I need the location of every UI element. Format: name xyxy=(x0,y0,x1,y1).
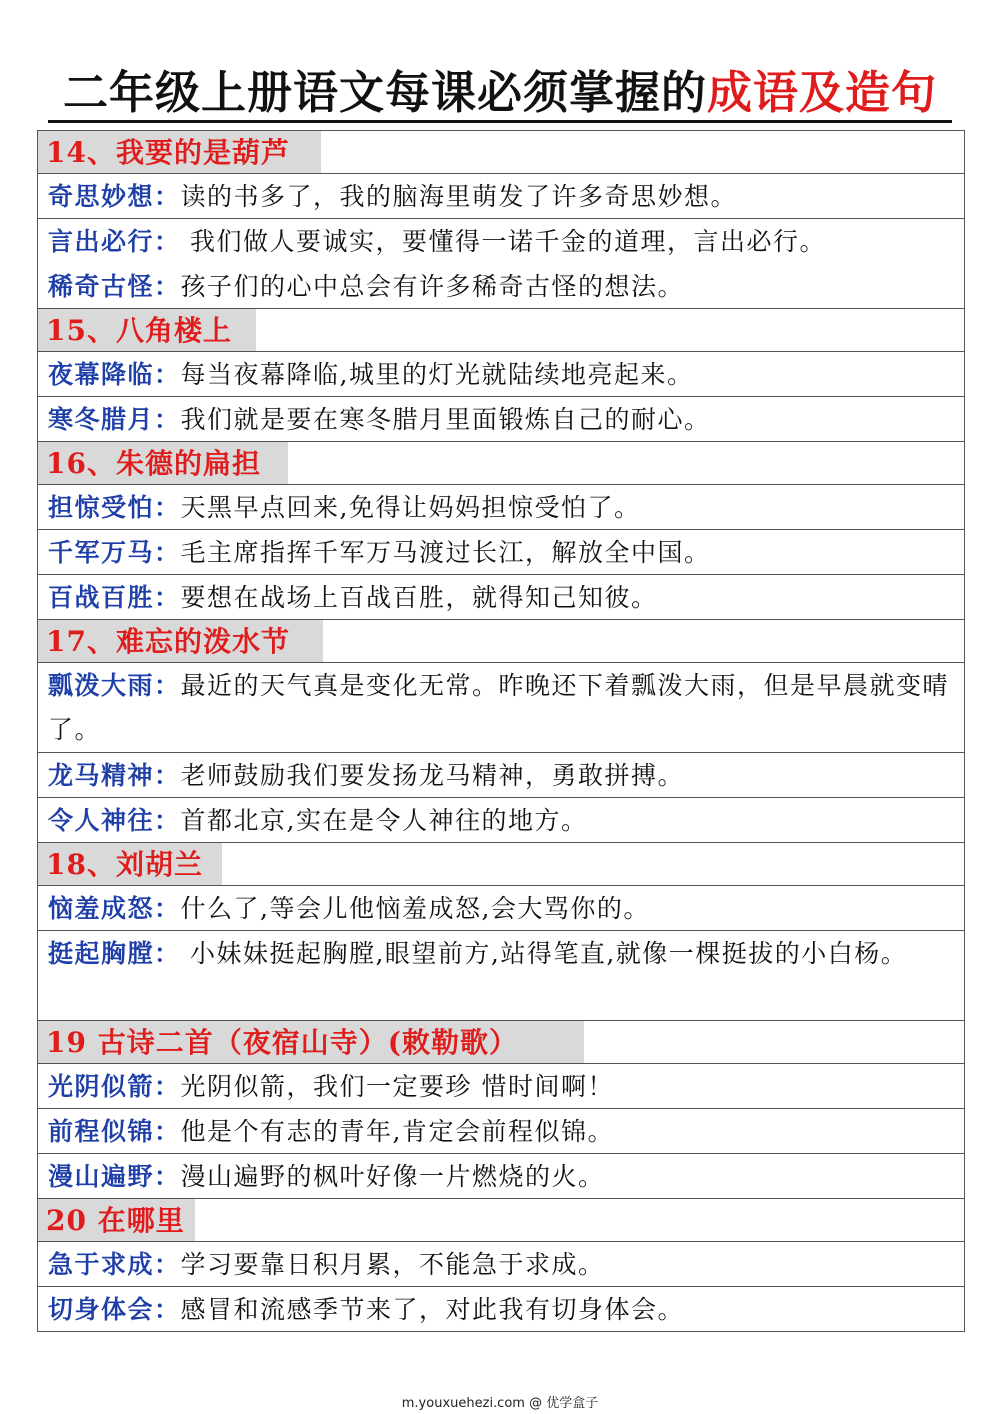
idiom-row xyxy=(38,1064,964,1109)
example-sentence: 什么了,等会儿他恼羞成怒,会大骂你的。 xyxy=(180,894,650,923)
lesson-heading-17 xyxy=(38,620,964,663)
example-sentence: 我们就是要在寒冬腊月里面锻炼自己的耐心。 xyxy=(180,405,711,434)
footer-watermark: m.youxuehezi.com @ 优学盒子 xyxy=(401,1396,599,1411)
lesson-heading-15 xyxy=(38,309,964,352)
example-sentence: 天黑早点回来,免得让妈妈担惊受怕了。 xyxy=(180,493,641,522)
idiom-term: 百战百胜： xyxy=(48,583,181,612)
idiom-term: 担惊受怕： xyxy=(48,493,181,522)
example-sentence: 最近的天气真是变化无常。昨晚还下着瓢泼大雨，但是早晨就变晴了。 xyxy=(48,671,950,744)
idiom-row xyxy=(38,352,964,397)
lesson-heading-18 xyxy=(38,843,964,886)
idiom-term: 前程似锦： xyxy=(48,1117,181,1146)
lesson-title: 19 古诗二首（夜宿山寺）(敕勒歌） xyxy=(46,1026,518,1059)
idiom-term: 令人神往： xyxy=(48,806,181,835)
example-sentence: 我们做人要诚实，要懂得一诺千金的道理，言出必行。 xyxy=(180,227,826,256)
idiom-row xyxy=(38,1287,964,1332)
idiom-row xyxy=(38,1242,964,1287)
idiom-row xyxy=(38,530,964,575)
idiom-row xyxy=(38,485,964,530)
idiom-term: 奇思妙想： xyxy=(48,182,181,211)
idiom-term: 言出必行： xyxy=(48,227,181,256)
idiom-term: 稀奇古怪： xyxy=(48,272,181,301)
lesson-title: 14、我要的是葫芦 xyxy=(46,136,290,169)
idiom-term: 切身体会： xyxy=(48,1295,181,1324)
idiom-row xyxy=(38,174,964,219)
lesson-heading-16 xyxy=(38,442,964,485)
idiom-row xyxy=(38,663,964,753)
idiom-row xyxy=(38,575,964,620)
title-highlight: 成语及造句 xyxy=(707,66,938,119)
example-sentence: 每当夜幕降临,城里的灯光就陆续地亮起来。 xyxy=(180,360,694,389)
lesson-title: 17、难忘的泼水节 xyxy=(46,625,290,658)
example-sentence: 漫山遍野的枫叶好像一片燃烧的火。 xyxy=(180,1162,605,1191)
example-sentence: 读的书多了，我的脑海里萌发了许多奇思妙想。 xyxy=(180,182,738,211)
idiom-term: 龙马精神： xyxy=(48,761,181,790)
example-sentence: 光阴似箭，我们一定要珍 惜时间啊！ xyxy=(180,1072,614,1101)
idiom-row xyxy=(38,397,964,442)
idiom-term: 恼羞成怒： xyxy=(48,894,181,923)
example-sentence: 感冒和流感季节来了，对此我有切身体会。 xyxy=(180,1295,685,1324)
idiom-term: 漫山遍野： xyxy=(48,1162,181,1191)
idiom-term: 夜幕降临： xyxy=(48,360,181,389)
example-sentence: 首都北京,实在是令人神往的地方。 xyxy=(180,806,588,835)
idiom-row xyxy=(38,753,964,798)
example-sentence: 要想在战场上百战百胜，就得知己知彼。 xyxy=(180,583,658,612)
idiom-row xyxy=(38,931,964,1021)
idiom-row xyxy=(38,1109,964,1154)
idiom-row xyxy=(38,219,964,264)
example-sentence: 毛主席指挥千军万马渡过长江，解放全中国。 xyxy=(180,538,711,567)
example-sentence: 孩子们的心中总会有许多稀奇古怪的想法。 xyxy=(180,272,685,301)
lesson-title: 15、八角楼上 xyxy=(46,314,232,347)
idiom-term: 千军万马： xyxy=(48,538,181,567)
idiom-row xyxy=(38,1154,964,1199)
idiom-term: 瓢泼大雨： xyxy=(48,671,181,700)
idiom-row xyxy=(38,886,964,931)
idiom-term: 急于求成： xyxy=(48,1250,181,1279)
idiom-term: 光阴似箭： xyxy=(48,1072,181,1101)
lesson-title: 16、朱德的扁担 xyxy=(46,447,261,480)
example-sentence: 学习要靠日积月累，不能急于求成。 xyxy=(180,1250,605,1279)
lesson-title: 18、刘胡兰 xyxy=(46,848,203,881)
idiom-term: 寒冬腊月： xyxy=(48,405,181,434)
page-title xyxy=(40,60,960,126)
title-main: 二年级上册语文每课必须掌握的 xyxy=(62,66,707,119)
lesson-heading-14 xyxy=(38,131,964,174)
idiom-row xyxy=(38,264,964,309)
lesson-title: 20 在哪里 xyxy=(46,1204,185,1237)
lesson-heading-20 xyxy=(38,1199,964,1242)
example-sentence: 他是个有志的青年,肯定会前程似锦。 xyxy=(180,1117,614,1146)
idiom-table xyxy=(37,130,965,1332)
title-underline xyxy=(48,120,952,123)
lesson-heading-19 xyxy=(38,1021,964,1064)
idiom-row xyxy=(38,798,964,843)
example-sentence: 小妹妹挺起胸膛,眼望前方,站得笔直,就像一棵挺拔的小白杨。 xyxy=(180,939,908,968)
example-sentence: 老师鼓励我们要发扬龙马精神，勇敢拼搏。 xyxy=(180,761,685,790)
idiom-term: 挺起胸膛： xyxy=(48,939,181,968)
